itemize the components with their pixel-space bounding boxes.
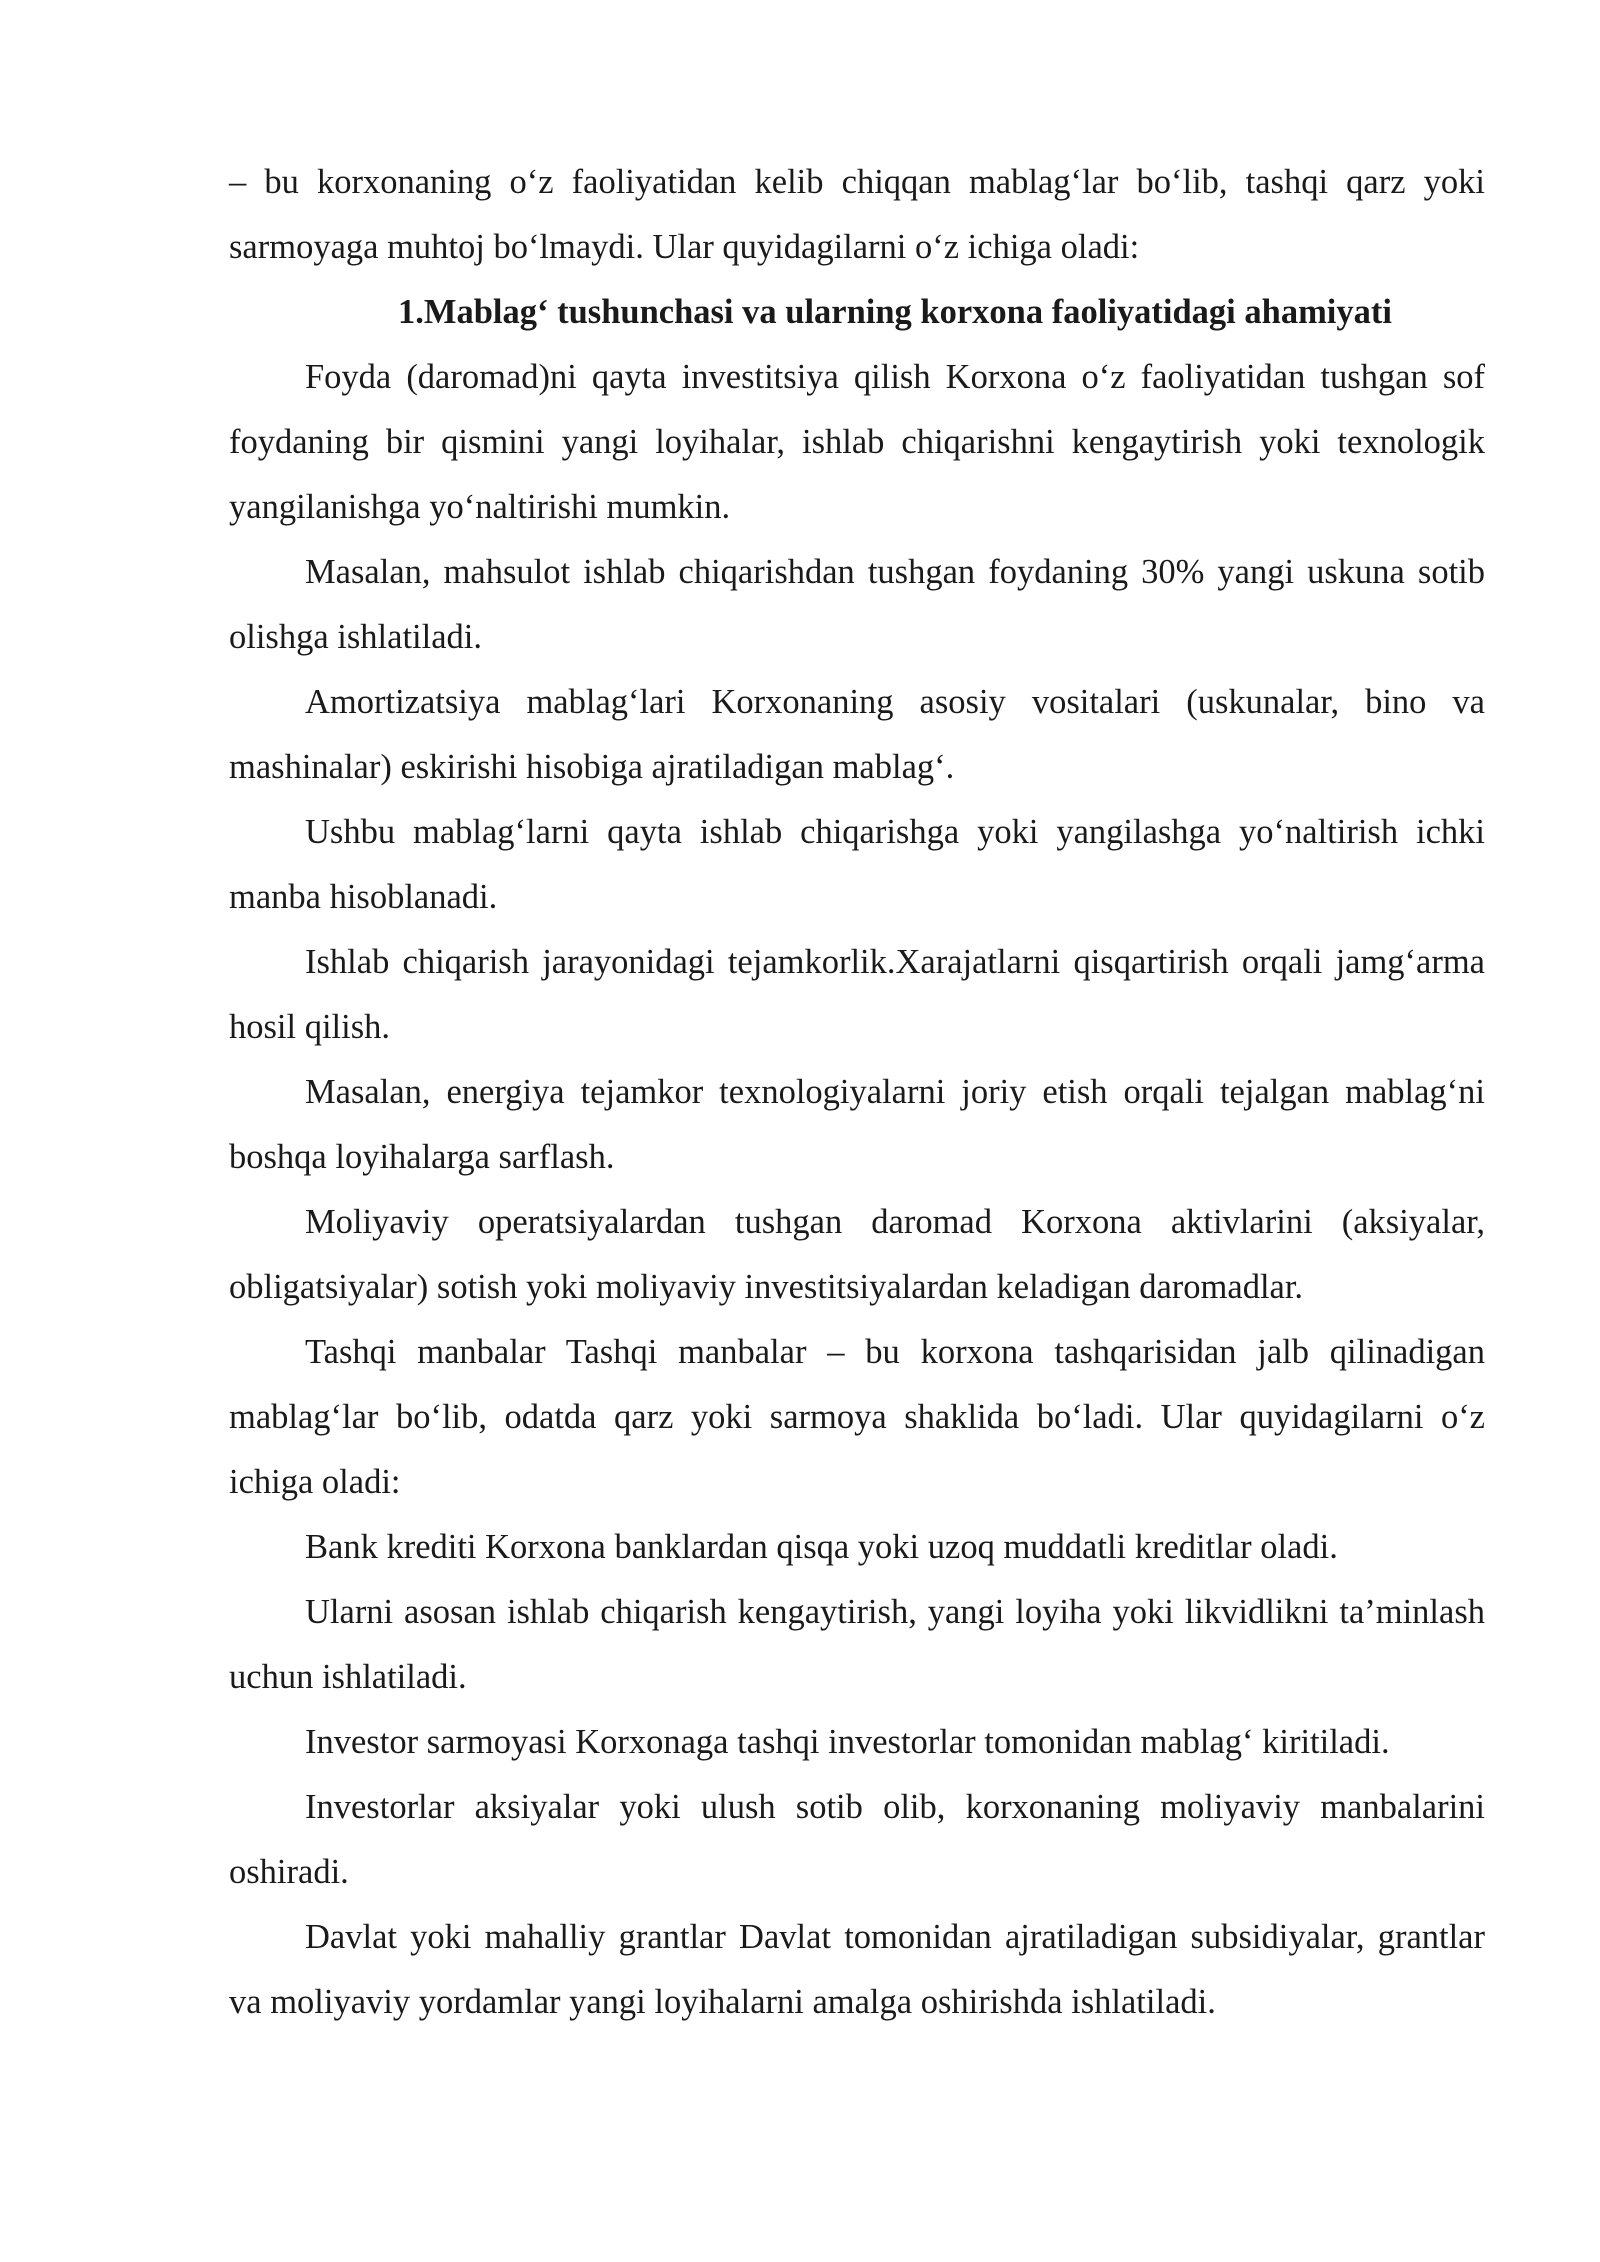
paragraph: Bank krediti Korxona banklardan qisqa yoki uzoq muddatli kreditlar oladi.	[305, 1528, 1338, 1566]
paragraph: Tashqi manbalar Tashqi manbalar – bu korxona tashqarisidan jalb qilinadigan mablag‘lar bo‘lib, odatda qarz yoki sarmoya shaklida bo‘ladi. Ular quyidagilarni o‘z ichiga oladi:	[229, 1333, 1485, 1501]
paragraph: Moliyaviy operatsiyalardan tushgan daromad Korxona aktivlarini (aksiyalar, obligatsiyalar) sotish yoki moliyaviy investitsiyalardan keladigan daromadlar.	[229, 1203, 1485, 1306]
paragraph: Davlat yoki mahalliy grantlar Davlat tomonidan ajratiladigan subsidiyalar, grantlar va moliyaviy yordamlar yangi loyihalarni amalga oshirishda ishlatiladi.	[229, 1918, 1485, 2021]
paragraph: Amortizatsiya mablag‘lari Korxonaning asosiy vositalari (uskunalar, bino va mashinalar) eskirishi hisobiga ajratiladigan mablag‘.	[229, 683, 1485, 786]
paragraph: Masalan, energiya tejamkor texnologiyalarni joriy etish orqali tejalgan mablag‘ni boshqa loyihalarga sarflash.	[229, 1073, 1485, 1176]
paragraph: Investorlar aksiyalar yoki ulush sotib olib, korxonaning moliyaviy manbalarini oshiradi.	[229, 1788, 1485, 1891]
paragraph: Investor sarmoyasi Korxonaga tashqi investorlar tomonidan mablag‘ kiritiladi.	[305, 1723, 1390, 1761]
intro-paragraph: – bu korxonaning o‘z faoliyatidan kelib chiqqan mablag‘lar bo‘lib, tashqi qarz yoki sarmoyaga muhtoj bo‘lmaydi. Ular quyidagilarni o‘z ichiga oladi:	[229, 163, 1485, 266]
paragraph: Masalan, mahsulot ishlab chiqarishdan tushgan foydaning 30% yangi uskuna sotib olishga ishlatiladi.	[229, 553, 1485, 656]
paragraph: Ularni asosan ishlab chiqarish kengaytirish, yangi loyiha yoki likvidlikni ta’minlash uchun ishlatiladi.	[229, 1593, 1485, 1696]
paragraph: Ishlab chiqarish jarayonidagi tejamkorlik.Xarajatlarni qisqartirish orqali jamg‘arma hosil qilish.	[229, 943, 1485, 1046]
paragraph: Ushbu mablag‘larni qayta ishlab chiqarishga yoki yangilashga yo‘naltirish ichki manba hisoblanadi.	[229, 813, 1485, 916]
section-heading: 1.Mablag‘ tushunchasi va ularning korxona faoliyatidagi ahamiyati	[398, 293, 1392, 331]
paragraph: Foyda (daromad)ni qayta investitsiya qilish Korxona o‘z faoliyatidan tushgan sof foydaning bir qismini yangi loyihalar, ishlab chiqarishni kengaytirish yoki texnologik yangilanishga yo‘naltirishi mumkin.	[229, 358, 1485, 526]
document-body	[229, 150, 1485, 2035]
